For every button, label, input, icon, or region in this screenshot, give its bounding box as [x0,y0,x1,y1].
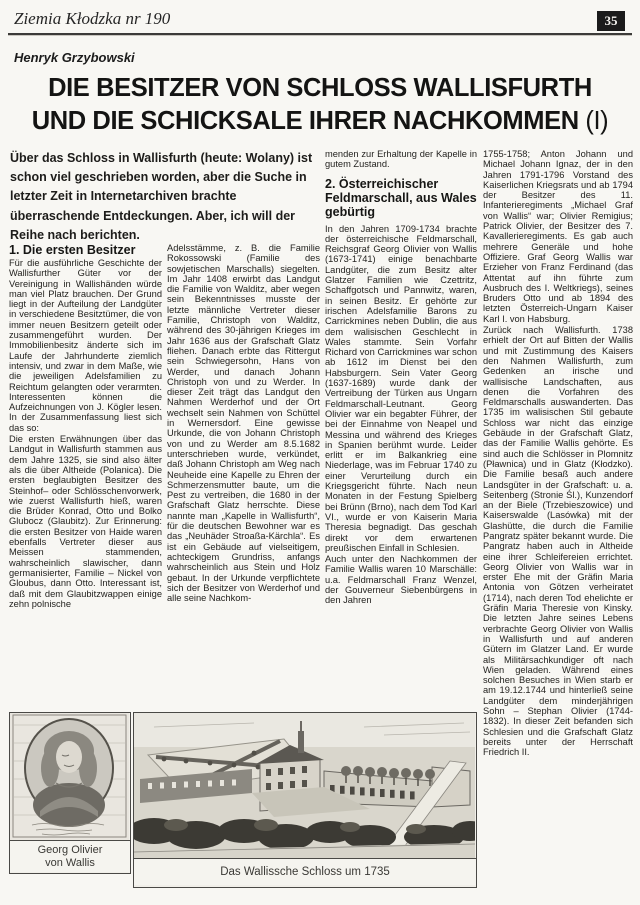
page-number-badge: 35 [597,11,625,31]
section-1-heading: 1. Die ersten Besitzer [9,243,136,257]
article-part-number: (I) [585,107,609,135]
paragraph: Für die ausführliche Geschichte der Wallisfurther Güter vor der Vereinigung in Wallishänden würde man viel Platz brauchen. Der Grund liegt in der Aufteilung der Landgüter in verschiedene Besitztümer, die von immer neuen Besitzern geteilt oder zusammengeführt wurden. Der Immobilienbesitz änderte sich im Laufe der Jahrhunderte ziemlich intensiv, und zwar in dem Maße, wie die jeweiligen Adelsfamilien zu Reichtum gelangten oder verarmten. Interessenten können die Aufzeichnungen von J. Kögler lesen. In der Zusammenfassung liest sich das so: [9,258,162,433]
castle-figure [133,712,477,888]
paragraph: Die ersten Erwähnungen über das Landgut in Wallisfurth stammen aus dem Jahre 1325, sie sind also älter als die über Altheide (Polanica). Die ersten beglaubigten Besitzer des Steinhof– oder Schlösschenvorwerk, wie zuerst Wallisfurth hieß, waren die Brüder Konrad, Otto und Bolko Glubocz (Glaubitz). Zur Erinnerung: die ersten Besitzer von Haide waren ebenfalls Vertreter dieser aus Meissen stammenden, wahrscheinlich slawischer, dann germanisierter, Familie – Nickel von Gloubus, dann Otto. Interessant ist, daß mit dem Glaubitzwappen einige zehn polnische [9,434,162,609]
portrait-caption: Georg Olivier von Wallis [10,840,130,872]
article-title [0,72,640,138]
article-title-line1: DIE BESITZER VON SCHLOSS WALLISFURTH [48,74,592,102]
text-column-4 [483,149,633,891]
paragraph: 1755-1758; Anton Johann und Michael Johann Ignaz, der in den Jahren 1791-1796 Vorstand des Kaiserlichen Kriegsrats und ab 1794 der Besitzer des 11. Infanterieregiments „Michael Graf von Wallis“ war; Olivier Remigius; Patrick Olivier, der Besitzer des 7. Kavallerieregiments. Es gab auch mehrere Generäle und hohe Offiziere. Graf Georg Wallis war Erzieher von Franz Ferdinand (das Attentat auf ihn führte zum Ausbruch des I. Weltkriegs), seines Bruders Otto und ab 1894 des letzten Österreich-Ungarn Kaiser Karl I. von Habsburg. [483,149,633,324]
header-rule [8,33,632,36]
paragraph: Auch unter den Nachkommen der Familie Wallis waren 10 Marschälle: u.a. Feldmarschall Franz Wenzel, der Gouverneur Siebenbürgens in den Jahren [325,554,477,606]
paragraph: In den Jahren 1709-1734 brachte der österreichische Feldmarschall, Reichsgraf Georg Olivier von Wallis (1673-1741) einige benachbarte Landgüter, die zum Besitz alter Glatzer Familien wie Czettritz, Schaffgotsch und Pannwitz, waren, in seinen Besitz. Er gehörte zur irischen Adelsfamilie Barons zu Carrickmines neben Dublin, die aus dem walisischen Geschlecht in Wales stammte. Sein Vorfahr Richard von Carrickmines war schon ab 1612 im Dienst bei den Habsburgern. Sein Vater Georg (1637-1689) wurde dank der Vertreibung der Türken aus Ungarn Feldmarschall-Leutnant. Georg Olivier war ein begabter Führer, der bei der Einnahme von Neapel und Messina und während des Krieges in Spanien berühmt wurde. Leider erlitt er im Balkankrieg eine Niederlage, was im Februar 1740 zu einer Verurteilung durch ein Kriegsgericht führte. Nach neun Monaten in der Festung Spielberg bei Brünn (Brno), nach dem Tod Karl VI., wurde er von Kaiserin Maria Theresia begnadigt. Das geschah direkt vor dem erwartenen preußischen Einfall in Schlesien. [325,223,477,553]
text-column-3 [325,149,477,713]
paragraph: menden zur Erhaltung der Kapelle in gutem Zustand. [325,149,477,170]
portrait-engraving [10,713,129,840]
text-column-1 [9,243,162,713]
text-column-2 [167,243,320,713]
section-2-heading: 2. Österreichischer Feldmarschall, aus Wales gebürtig [325,176,477,219]
paragraph: Zurück nach Wallisfurth. 1738 erhielt der Ort auf Bitten der Wallis und mit Zustimmung des Kaisers den Nahmen Wallisfurth, zum Gedenken an irische und wallisische Landschaften, aus denen die Vorfahren des Feldmarschalls auswanderten. Das 1735 im walisischen Stil gebaute Schloss war nicht das einzige Gebäude in der Grafschaft Glatz, das der Familie Wallis gehörte. Es sind auch die Schlösser in Plomnitz (Pławnica) und in Glatz (Kłodzko). Die Familie besaß auch andere Landsgüter in der Grafschaft: u. a. Seitenberg (Stronie Śl.), Kunzendorf an der Biele (Trzebieszowice) und Kaiserswalde (Lasówka) mit der Glashütte, die durch die Familie Pangratz später bekannt wurde. Die Pangratz haben auch in Altheide eine ihrer Schleifereien errichtet. Georg Olivier von Wallis war in erster Ehe mit der Gräfin Maria Antonia von Götzen verheiratet (1714), nach deren Tod ehelichte er Gräfin Maria Theresie von Kinsky. Die letzten Jahre seines Lebens verbrachte Georg Olivier von Wallis in Wallisfurth und auf anderen Gütern im Glatzer Land. Er wurde als Militärsachkundiger oft nach Wien geladen. Während eines solchen Besuches in Wien starb er am 19.12.1744 und hinterließ seine Landgüter dem minderjährigen Sohn – Stephan Olivier (1744-1832). In dieser Zeit befanden sich Schlesien und die Grafschaft Glatz bereits unter der Herrschaft Friedrich II. [483,325,633,758]
article-lead: Über das Schloss in Wallisfurth (heute: Wolany) ist schon viel geschrieben worden, aber die Suche in letzter Zeit in Internetarchiven brachte überraschende Entdeckungen. Aber, ich will der Reihe nach berichten. [10,151,313,242]
portrait-figure [9,712,131,874]
paragraph: Adelsstämme, z. B. die Familie Rokossowski (Familie des sowjetischen Marschalls) siegelten. Im Jahr 1408 erwirbt das Landgut die Familie von Walditz, aber wegen sein Bekenntnisses musste der letzte männliche Vertreter dieser Familie, Christoph von Walditz, während des 30-jährigen Krieges im Jahr 1636 aus der Grafschaft Glatz fliehen. Danach erbte das Rittergut sein Schwiegersohn, Hans von Werder, und danach Johann Christoph von und zu Werder. In dieser Zeit trägt das Landgut den Nahmen Werderhof und der Ort wechselt sein Nahmen von Schüttel in Wernersdorf. Eine gewisse Urkunde, die von Johann Christoph von und zu Werder am 8.5.1682 unterschrieben wurde, verkündet, daß Johann Christoph am Weg nach Neuheide eine Kapelle zu Ehren der Schmerzensmutter baute, um die Pest zu vertreiben, die 1680 in der Grafschaft Glatz herrschte. Diese nannte man „Kapelle in Wallisfurth“, für die deutschen Bewohner war es das „Neuhäder Stroaßa-Kärchla“. Es ist ein Gebäude auf vielseitigem, achteckigem Grundriss, anfangs wahrscheinlich aus Stein und Holz gebaut. In der Urkunde verpflichtete sich der Besitzer von Werderhof und alle seine Nachkom- [167,243,320,604]
article-title-line2: UND DIE SCHICKSALE IHRER NACHKOMMEN (I) [31,107,609,135]
journal-title: Ziemia Kłodzka nr 190 [14,9,171,28]
castle-engraving [134,713,475,858]
author-byline: Henryk Grzybowski [14,50,135,65]
castle-caption: Das Wallissche Schloss um 1735 [134,858,476,885]
